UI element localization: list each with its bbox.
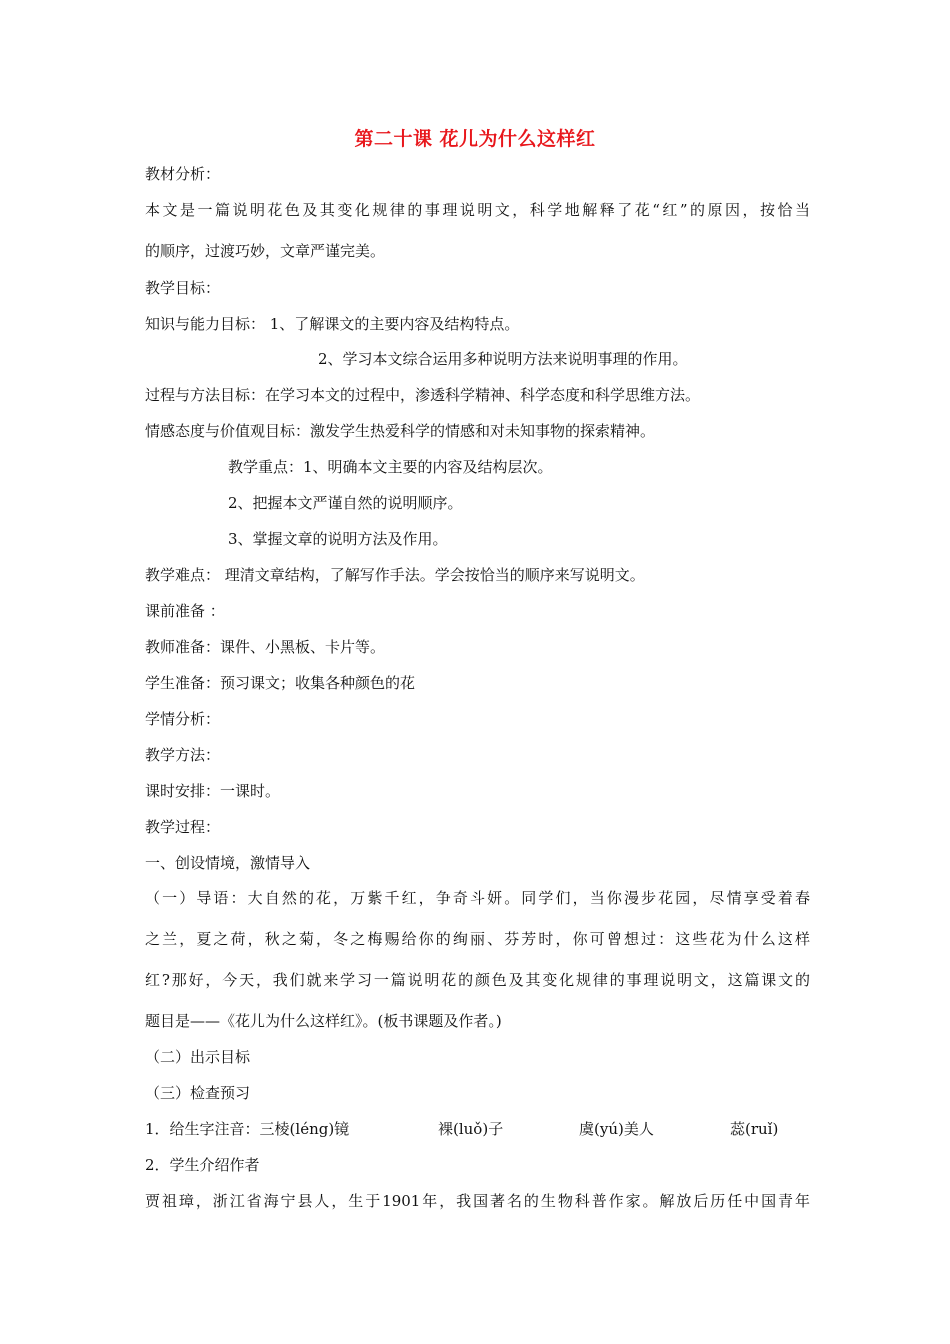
pinyin-row xyxy=(145,1118,810,1140)
paragraph-line: 2、学习本文综合运用多种说明方法来说明事理的作用。 xyxy=(318,350,688,368)
section-heading: （三）检查预习 xyxy=(145,1084,251,1102)
paragraph-line: （一）导语：大自然的花，万紫千红，争奇斗妍。同学们，当你漫步花园，尽情享受着春 xyxy=(145,889,810,907)
section-heading: 学情分析： xyxy=(145,710,221,728)
section-heading: 课前准备 ： xyxy=(145,602,225,620)
paragraph-line: 3、掌握文章的说明方法及作用。 xyxy=(228,530,448,548)
pinyin-item: 蕊(ruǐ) xyxy=(730,1120,779,1138)
paragraph-line: 之兰，夏之荷，秋之菊，冬之梅赐给你的绚丽、芬芳时，你可曾想过：这些花为什么这样 xyxy=(145,930,810,948)
paragraph-line: 题目是——《花儿为什么这样红》。(板书课题及作者。) xyxy=(145,1012,502,1030)
paragraph-line: 2、把握本文严谨自然的说明顺序。 xyxy=(228,494,463,512)
section-heading: 教学过程： xyxy=(145,818,221,836)
paragraph-line: 教学重点：1、明确本文主要的内容及结构层次。 xyxy=(228,458,553,476)
section-heading: 教材分析： xyxy=(145,165,221,183)
paragraph-line: 过程与方法目标：在学习本文的过程中，渗透科学精神、科学态度和科学思维方法。 xyxy=(145,386,701,404)
document-title: 第二十课 花儿为什么这样红 xyxy=(354,128,596,150)
pinyin-item: 虞(yú)美人 xyxy=(579,1120,654,1138)
paragraph-line: 的顺序，过渡巧妙，文章严谨完美。 xyxy=(145,242,386,260)
section-heading: 一、创设情境，激情导入 xyxy=(145,854,311,872)
section-heading: 教学目标： xyxy=(145,279,221,297)
paragraph-line: 情感态度与价值观目标：激发学生热爱科学的情感和对未知事物的探索精神。 xyxy=(145,422,656,440)
pinyin-item: 裸(luǒ)子 xyxy=(438,1120,504,1138)
paragraph-line: 学生准备：预习课文；收集各种颜色的花 xyxy=(145,674,416,692)
paragraph-line: 红?那好，今天，我们就来学习一篇说明花的颜色及其变化规律的事理说明文，这篇课文的 xyxy=(145,971,810,989)
paragraph-line: 教学难点： 理清文章结构，了解写作手法。学会按恰当的顺序来写说明文。 xyxy=(145,566,645,584)
section-heading: 教学方法： xyxy=(145,746,221,764)
paragraph-line: 教师准备：课件、小黑板、卡片等。 xyxy=(145,638,386,656)
paragraph-line: 知识与能力目标： 1、了解课文的主要内容及结构特点。 xyxy=(145,315,520,333)
paragraph-line: 2．学生介绍作者 xyxy=(145,1156,260,1174)
paragraph-line: 课时安排：一课时。 xyxy=(145,782,281,800)
paragraph-line: 贾祖璋，浙江省海宁县人，生于1901年，我国著名的生物科普作家。解放后历任中国青年 xyxy=(145,1192,810,1210)
pinyin-item: 1．给生字注音：三棱(léng)镜 xyxy=(145,1120,350,1138)
paragraph-line: 本文是一篇说明花色及其变化规律的事理说明文，科学地解释了花“红”的原因，按恰当 xyxy=(145,201,810,219)
section-heading: （二）出示目标 xyxy=(145,1048,251,1066)
